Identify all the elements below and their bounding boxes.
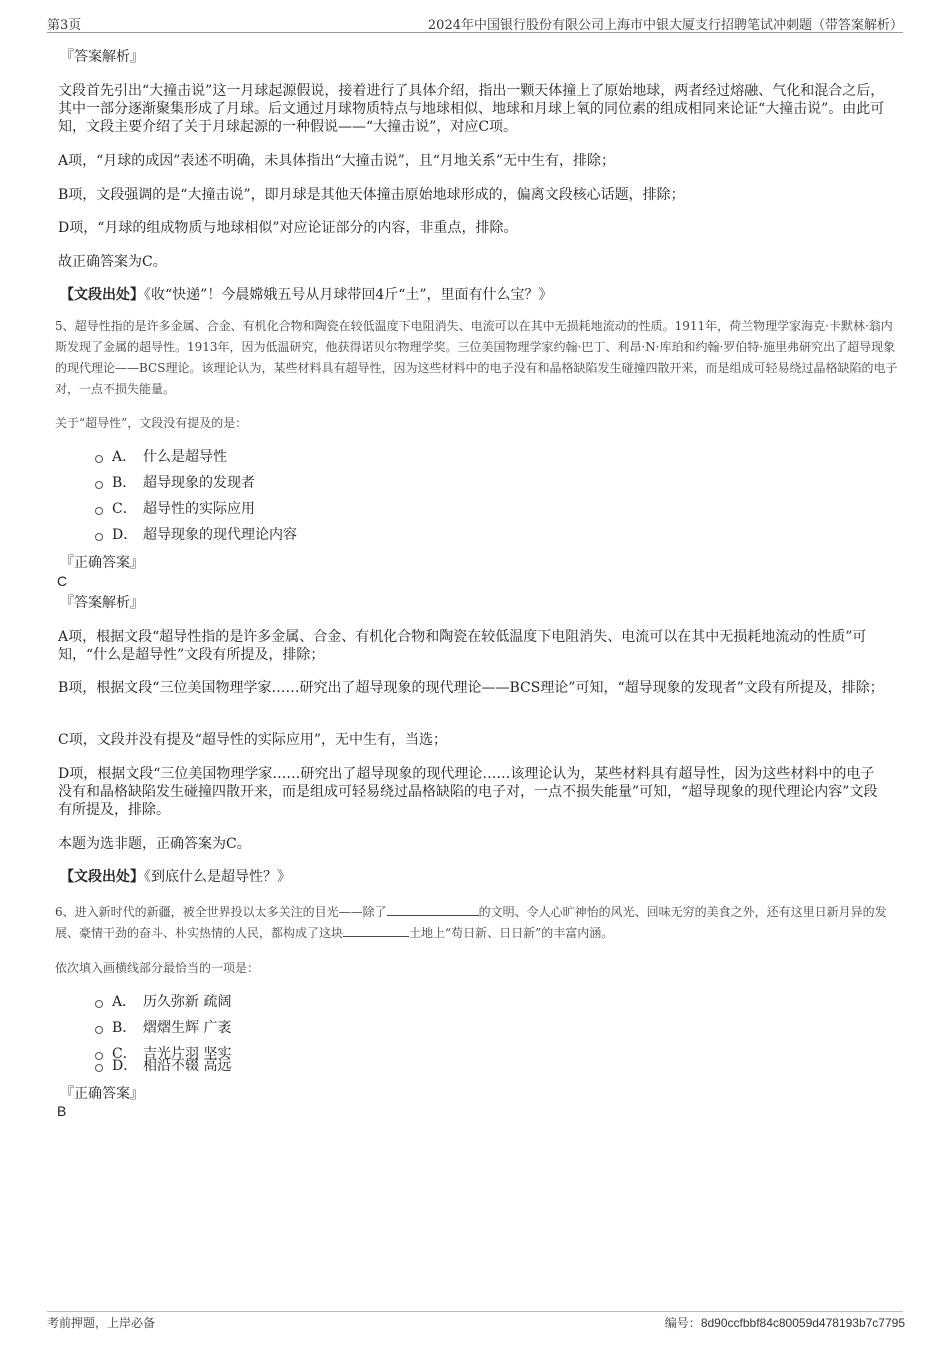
footer-divider	[47, 1311, 903, 1312]
radio-icon[interactable]	[95, 1064, 103, 1072]
q5-conclusion: 本题为选非题，正确答案为C。	[58, 836, 251, 852]
q5-point-c: C项，文段并没有提及“超导性的实际应用”，无中生有，当选；	[58, 732, 448, 748]
q5-question-text: 5、超导性指的是许多金属、合金、有机化合物和陶瓷在较低温度下电阻消失、电流可以在其中无损耗地流动的性质。1911年，荷兰物理学家海克·卡默林·翁内斯发现了金属的超导性。1913年，因为低温研究，他获得诺贝尔物理学奖。三位美国物理学家约翰·巴丁、利昂·N·库珀和约翰·罗伯特·施里弗研究出了超导现象的现代理论——BCS理论。该理论认为，某些材料具有超导性，因为这些材料中的电子没有和晶格缺陷发生碰撞四散开来，而是组成可轻易绕过晶格缺陷的电子对，一点不损失能量。	[55, 319, 898, 396]
q5-option-b[interactable]: B． 超导现象的发现者	[95, 474, 255, 492]
radio-icon[interactable]	[95, 507, 103, 515]
q5-option-a[interactable]: A． 什么是超导性	[95, 448, 227, 466]
q5-analysis-label: 『答案解析』	[60, 595, 144, 611]
q4-source	[60, 286, 553, 304]
q5-point-a: A项，根据文段“超导性指的是许多金属、合金、有机化合物和陶瓷在较低温度下电阻消失、电流可以在其中无损耗地流动的性质”可知，“什么是超导性”文段有所提及，排除；	[58, 629, 867, 663]
q5-answer: C	[57, 573, 68, 589]
fill-blank-1	[387, 903, 479, 916]
fill-blank-2	[343, 924, 409, 937]
q4-source-title: 《收“快递”！今晨嫦娥五号从月球带回4斤“土”，里面有什么宝？》	[144, 287, 553, 303]
footer-code-value: 8d90ccfbbf84c80059d478193b7c7795	[700, 1316, 905, 1330]
q5-option-d[interactable]: D． 超导现象的现代理论内容	[95, 526, 297, 544]
q5-answer-label: 『正确答案』	[60, 555, 144, 571]
radio-icon[interactable]	[95, 481, 103, 489]
page-number: 第3页	[47, 18, 82, 33]
q5-option-c[interactable]: C． 超导性的实际应用	[95, 500, 255, 518]
document-title: 2024年中国银行股份有限公司上海市中银大厦支行招聘笔试冲刺题（带答案解析）	[427, 18, 903, 33]
q6-question-text: 6、进入新时代的新疆，被全世界投以太多关注的目光——除了 的文明、令人心旷神怡的风光、回味无穷的美食之外，还有这里日新月异的发展、豪情干劲的奋斗、朴实热情的人民，都构成了这块 土地上“苟日新、日日新”的丰富内涵。	[55, 905, 887, 940]
q4-conclusion: 故正确答案为C。	[58, 254, 167, 270]
footer-tagline: 考前押题，上岸必备	[47, 1316, 156, 1330]
header-divider	[47, 32, 903, 33]
q5-source-title: 《到底什么是超导性？》	[144, 869, 291, 885]
q6-prompt: 依次填入画横线部分最恰当的一项是：	[55, 961, 260, 975]
q6-option-c[interactable]: C． 吉光片羽 坚实	[95, 1045, 231, 1063]
q4-source-label: 【文段出处】	[60, 287, 144, 303]
q5-source	[60, 868, 291, 886]
q4-analysis-label: 『答案解析』	[60, 49, 144, 65]
q5-prompt: 关于“超导性”，文段没有提及的是：	[55, 416, 248, 430]
q6-option-b[interactable]: B． 熠熠生辉 广袤	[95, 1019, 231, 1037]
radio-icon[interactable]	[95, 1000, 103, 1008]
q4-point-d: D项，“月球的组成物质与地球相似”对应论证部分的内容，非重点，排除。	[58, 220, 518, 236]
q5-point-d: D项，根据文段“三位美国物理学家……研究出了超导现象的现代理论……该理论认为，某些材料具有超导性，因为这些材料中的电子没有和晶格缺陷发生碰撞四散开来，而是组成可轻易绕过晶格缺陷的电子对，一点不损失能量”可知，“超导现象的现代理论内容”文段有所提及，排除。	[58, 766, 878, 818]
q4-analysis-text: 文段首先引出“大撞击说”这一月球起源假说，接着进行了具体介绍，指出一颗天体撞上了原始地球，两者经过熔融、气化和混合之后，其中一部分逐渐聚集形成了月球。后文通过月球物质特点与地球相似、地球和月球上氧的同位素的组成相同来论证“大撞击说”。由此可知，文段主要介绍了关于月球起源的一种假说——“大撞击说”，对应C项。	[58, 83, 885, 135]
q5-point-b: B项，根据文段“三位美国物理学家……研究出了超导现象的现代理论——BCS理论”可知，“超导现象的发现者”文段有所提及，排除；	[58, 680, 884, 696]
radio-icon[interactable]	[95, 455, 103, 463]
footer-code	[665, 1314, 905, 1331]
q4-point-a: A项，“月球的成因”表述不明确，未具体指出“大撞击说”，且“月地关系”无中生有，排除；	[58, 153, 616, 169]
radio-icon[interactable]	[95, 1026, 103, 1034]
footer-code-label: 编号：	[664, 1316, 701, 1330]
radio-icon[interactable]	[95, 533, 103, 541]
q6-option-d[interactable]: D． 相沿不辍 高远	[95, 1057, 231, 1075]
q6-answer-label: 『正确答案』	[60, 1086, 144, 1102]
q4-point-b: B项，文段强调的是“大撞击说”，即月球是其他天体撞击原始地球形成的，偏离文段核心话题，排除；	[58, 187, 685, 203]
q6-option-a[interactable]: A． 历久弥新 疏阔	[95, 993, 231, 1011]
q5-source-label: 【文段出处】	[60, 869, 144, 885]
q6-answer: B	[57, 1103, 67, 1119]
